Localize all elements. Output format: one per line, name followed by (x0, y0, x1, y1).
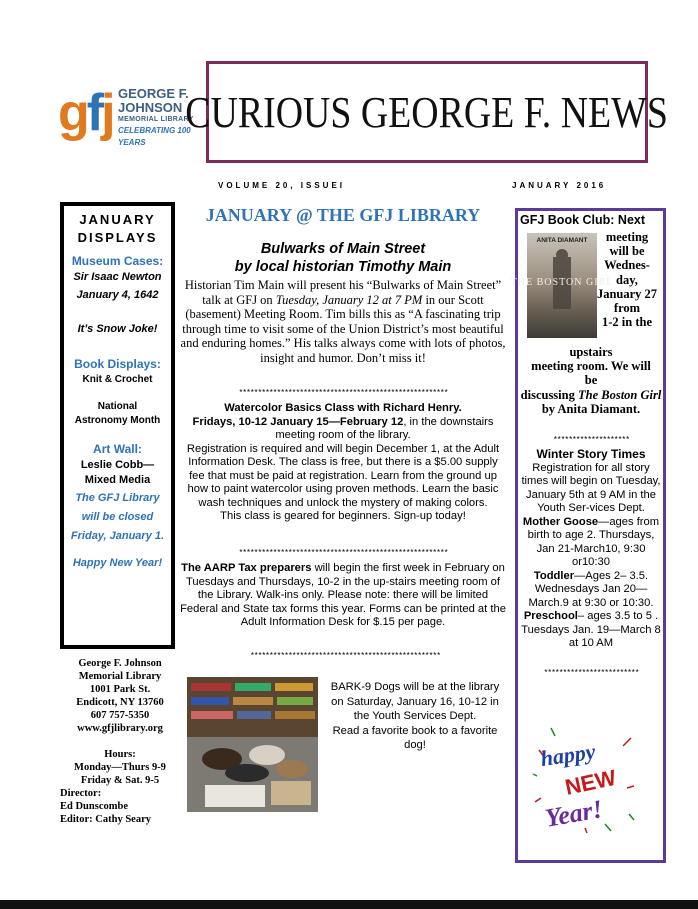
newsletter-title: CURIOUS GEORGE F. NEWS (185, 87, 669, 137)
book-displays-label: Book Displays: (74, 357, 161, 371)
happy-new-year-clipart (535, 728, 635, 833)
book-club-details: meeting will be Wednes- day, January 27 from 1-2 in the (596, 230, 658, 330)
star-divider: ******************************************************* (238, 549, 448, 558)
happy-new-year-text: Happy New Year! (72, 557, 163, 569)
masthead (185, 61, 669, 163)
national-line2: Astronomy Month (74, 415, 161, 426)
star-divider: ************************************************** (249, 652, 441, 661)
section-title: JANUARY @ THE GFJ LIBRARY (205, 205, 481, 225)
art-wall-artist: Leslie Cobb— (80, 459, 155, 471)
winter-story-times: Winter Story Times Registration for all story times will begin on Tuesday, January 5th at 9 AM in the Youth Ser-vices Dept. Mother Goose—ages from birth to age 2. Thursdays, Jan 21-March10, 9:30 or10:30 Toddler—Ages 2– 3.5. Wednesdays Jan 20—March.9 at 9:30 or 10:30. Preschool– ages 3.5 to 5 . Tuesdays Jan. 19—March 8 at 10 AM (521, 447, 661, 649)
museum-label: Museum Cases: (71, 254, 164, 268)
museum-date: January 4, 1642 (76, 289, 159, 301)
svg-text:NEW: NEW (562, 764, 619, 800)
january-displays-box (60, 202, 175, 649)
snow-display: It’s Snow Joke! (77, 323, 158, 335)
art-wall-label: Art Wall: (93, 442, 142, 456)
volume-issue: VOLUME 20, ISSUEI (218, 181, 346, 190)
aarp-article: The AARP Tax preparers will begin the first week in February on Tuesdays and Thursdays, 10-2 in the up-stairs meeting room of the Library. Walk-ins only. Please note: there will be limited Federal and State tax forms this year. Forms can be printed at the Adult Information Desk for $.15 per page. (180, 562, 506, 628)
svg-text:THE BOSTON GIRL: THE BOSTON GIRL (510, 277, 614, 288)
svg-text:Year!: Year! (542, 794, 605, 833)
logo-monogram: gfj (58, 84, 113, 142)
new-year-art (535, 728, 635, 833)
svg-text:happy: happy (538, 738, 597, 772)
book-club-location: upstairs meeting room. We will be discussing The Boston Girl by Anita Diamant. (520, 345, 662, 416)
svg-text:ANITA DIAMANT: ANITA DIAMANT (536, 237, 588, 244)
book-cover-art (510, 233, 614, 338)
bark-dogs-article: BARK-9 Dogs will be at the library on Saturday, January 16, 10-12 in the Youth Services Dept. Read a favorite book to a favorite dog! (330, 681, 500, 751)
dogs-library-image (187, 677, 318, 812)
bulwarks-body: Historian Tim Main will present his “Bulwarks of Main Street” talk at GFJ on Tuesday, January 12 at 7 PM in our Scott (basement) Meeting Room. Tim bills this as “A fascinating trip through time to visit some of the Union District’s most beautiful and enduring homes.” His talks always come with lots of photos, insight and humor. Don’t miss it! (180, 278, 506, 365)
star-divider: ******************** (552, 436, 629, 445)
star-divider: ******************************************************* (238, 389, 448, 398)
watercolor-article: Watercolor Basics Class with Richard Henry. Fridays, 10-12 January 15—February 12, in the downstairs meeting room of the library. Registration is required and will begin December 1, at the Adult Information Desk. The class is free, but there is a $5.00 supply fee that must be paid at registration. Learn from the ground up how to paint watercolor using proven methods. Learn the basic wash techniques and unlock the mystery of making colors. This class is geared for beginners. Sign-up today! (186, 402, 500, 522)
book-club-heading: GFJ Book Club: Next (520, 213, 646, 227)
star-divider: ************************* (543, 669, 639, 678)
issue-date: JANUARY 2016 (512, 181, 607, 190)
book-displays-value: Knit & Crochet (82, 374, 153, 385)
museum-name: Sir Isaac Newton (73, 271, 162, 283)
library-hours: Hours: Monday—Thurs 9-9 Friday & Sat. 9-5 Director: Ed Dunscombe Editor: Cathy Seary (60, 749, 166, 825)
boston-girl-book-cover (510, 233, 614, 338)
closed-notice: The GFJ Library will be closed Friday, January 1. (70, 492, 165, 542)
page-bottom-bar (0, 900, 698, 909)
bark-dogs-photo (187, 677, 318, 812)
bulwarks-heading: Bulwarks of Main Street by local historian Timothy Main (234, 241, 452, 275)
logo-text: GEORGE F. JOHNSON MEMORIAL LIBRARY CELEBRATING 100 YEARS (118, 86, 194, 147)
national-line1: National (97, 401, 138, 412)
library-logo (58, 85, 200, 155)
displays-heading: JANUARY DISPLAYS (77, 212, 158, 245)
website-link[interactable]: www.gfjlibrary.org (77, 723, 163, 734)
art-wall-medium: Mixed Media (84, 474, 151, 486)
library-address: George F. Johnson Memorial Library 1001 Park St. Endicott, NY 13760 607 757-5350 www.gfjlibrary.org (60, 657, 180, 735)
